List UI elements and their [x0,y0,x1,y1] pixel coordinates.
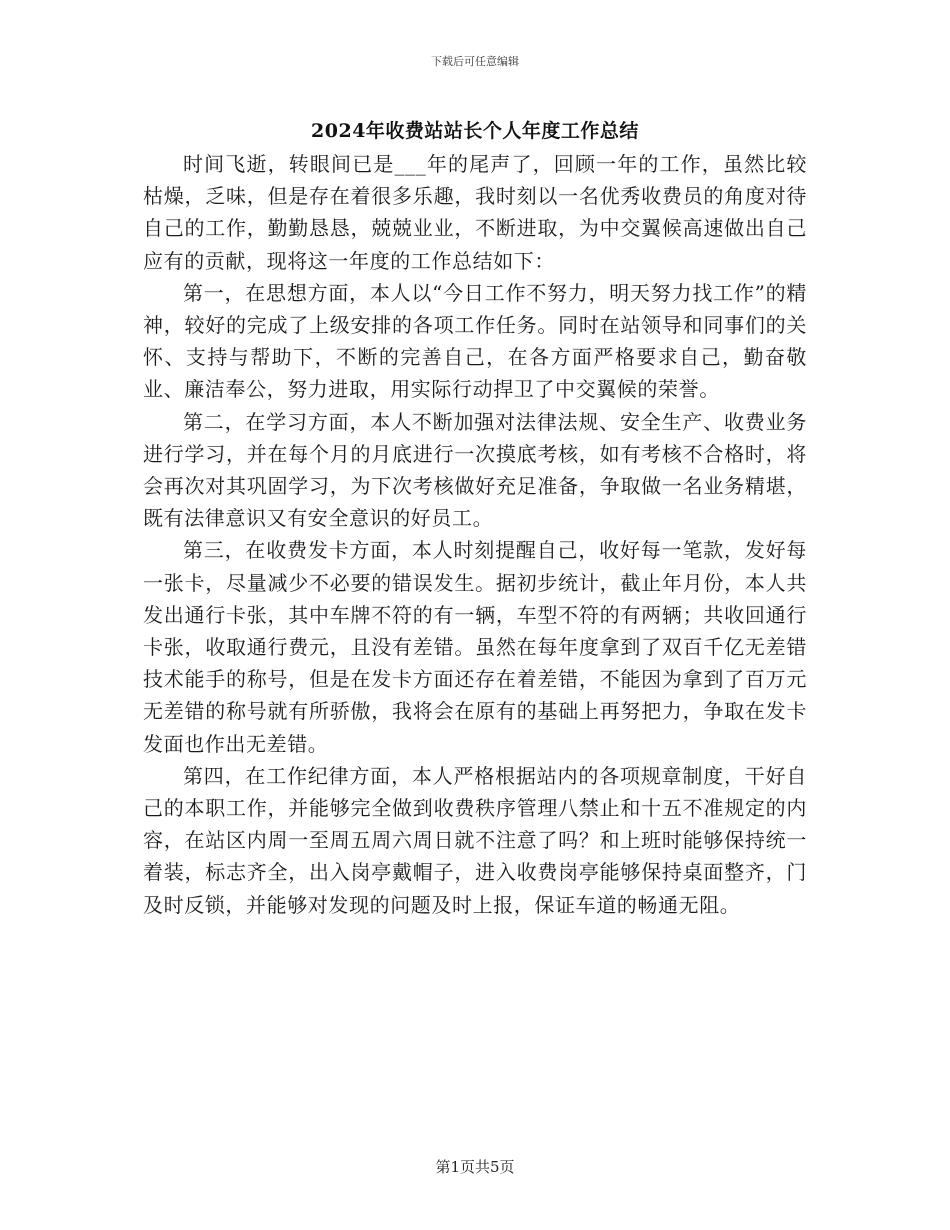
document-body [143,148,807,921]
header-note: 下载后可任意编辑 [431,55,519,68]
paragraph-study: 第二，在学习方面，本人不断加强对法律法规、安全生产、收费业务进行学习，并在每个月的月底进行一次摸底考核，如有考核不合格时，将会再次对其巩固学习，为下次考核做好充足准备，争取做一名业务精堪，既有法律意识又有安全意识的好员工。 [143,409,807,531]
document-title: 2024年收费站站长个人年度工作总结 [311,120,639,142]
paragraph-discipline: 第四，在工作纪律方面，本人严格根据站内的各项规章制度，干好自己的本职工作，并能够完全做到收费秩序管理八禁止和十五不准规定的内容，在站区内周一至周五周六周日就不注意了吗？和上班时能够保持统一着装，标志齐全，出入岗亭戴帽子，进入收费岗亭能够保持桌面整齐，门及时反锁，并能够对发现的问题及时上报，保证车道的畅通无阻。 [143,763,807,917]
paragraph-toll-card: 第三，在收费发卡方面，本人时刻提醒自己，收好每一笔款，发好每一张卡，尽量减少不必要的错误发生。据初步统计，截止年月份，本人共发出通行卡张，其中车牌不符的有一辆，车型不符的有两辆；共收回通行卡张，收取通行费元，且没有差错。虽然在每年度拿到了双百千亿无差错技术能手的称号，但是在发卡方面还存在着差错，不能因为拿到了百万元无差错的称号就有所骄傲，我将会在原有的基础上再努把力，争取在发卡发面也作出无差错。 [143,538,807,756]
page-footer: 第1页共5页 [435,1158,515,1176]
paragraph-intro: 时间飞逝，转眼间已是___年的尾声了，回顾一年的工作，虽然比较枯燥，乏味，但是存在着很多乐趣，我时刻以一名优秀收费员的角度对待自己的工作，勤勤恳恳，兢兢业业，不断进取，为中交翼候高速做出自己应有的贡献，现将这一年度的工作总结如下： [143,152,807,273]
paragraph-ideology: 第一，在思想方面，本人以“今日工作不努力，明天努力找工作”的精神，较好的完成了上级安排的各项工作任务。同时在站领导和同事们的关怀、支持与帮助下，不断的完善自己，在各方面严格要求自己，勤奋敬业、廉洁奉公，努力进取，用实际行动捍卫了中交翼候的荣誉。 [143,280,807,402]
